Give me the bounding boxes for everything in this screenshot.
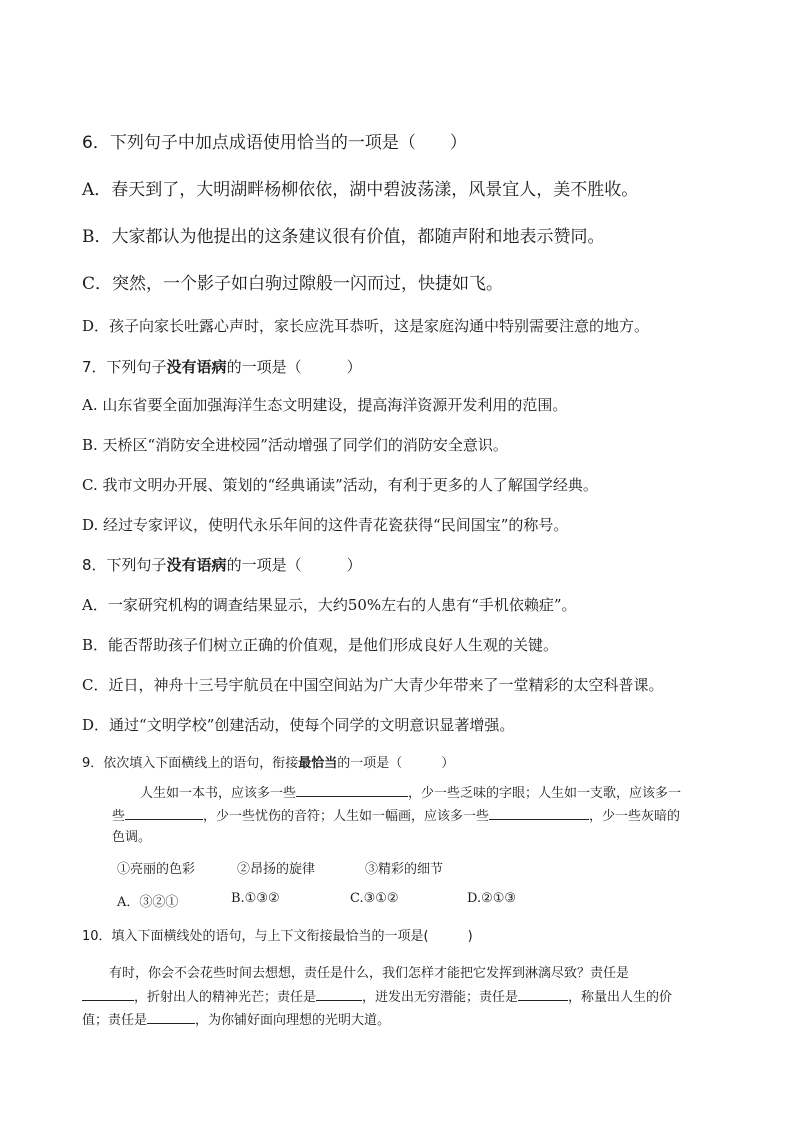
q9-option-d: D.②①③ <box>467 891 517 906</box>
q9-passage-text: ，少一些忧伤的音符；人生如一幅画，应该多一些 <box>203 809 490 824</box>
q7-option-a: A. 山东省要全面加强海洋生态文明建设，提高海洋资源开发利用的范围。 <box>82 396 568 414</box>
fill-blank <box>316 988 362 1001</box>
q9-passage-text: 人生如一本书，应该多一些 <box>140 786 297 801</box>
q10-passage-line1: 有时，你会不会花些时间去想想，责任是什么，我们怎样才能把它发挥到淋漓尽致？责任是 <box>109 966 630 981</box>
q9-stem-post: 的一项是（ ） <box>337 756 455 771</box>
q8-option-c: C．近日，神舟十三号宇航员在中国空间站为广大青少年带来了一堂精彩的太空科普课。 <box>82 676 664 694</box>
q6-option-a: A．春天到了，大明湖畔杨柳依依，湖中碧波荡漾，风景宜人，美不胜收。 <box>82 180 639 200</box>
q7-stem-post: 的一项是（ ） <box>226 358 362 376</box>
q7-option-d: D. 经过专家评议，使明代永乐年间的这件青花瓷获得“民间国宝”的称号。 <box>82 516 569 534</box>
q6-option-b: B．大家都认为他提出的这条建议很有价值，都随声附和地表示赞同。 <box>82 227 605 247</box>
fill-blank <box>489 807 589 820</box>
q10-passage-text: ，称量出人生的价 <box>568 990 673 1005</box>
q10-passage-line3 <box>82 1009 390 1028</box>
q8-stem <box>82 554 362 575</box>
q8-option-a: A．一家研究机构的调查结果显示，大约50%左右的人患有“手机依赖症”。 <box>82 596 577 614</box>
fill-blank <box>147 1011 195 1024</box>
q9-option-c: C.③①② <box>350 891 399 906</box>
q9-stem-pre: 9．依次填入下面横线上的语句，衔接 <box>82 756 299 771</box>
q9-passage-text: 些 <box>112 809 126 824</box>
q6-option-c: C．突然，一个影子如白驹过隙般一闪而过，快捷如飞。 <box>82 274 504 294</box>
q7-stem <box>82 356 362 377</box>
q6-stem: 6．下列句子中加点成语使用恰当的一项是（ ） <box>82 133 467 153</box>
q7-option-c: C. 我市文明办开展、策划的“经典诵读”活动，有利于更多的人了解国学经典。 <box>82 476 598 494</box>
q9-item: ③精彩的细节 <box>365 862 444 877</box>
fill-blank <box>125 807 203 820</box>
fill-blank <box>82 988 134 1001</box>
fill-blank <box>518 988 568 1001</box>
fill-blank <box>296 784 408 797</box>
q9-passage-line2 <box>112 805 680 824</box>
q8-stem-pre: 8．下列句子 <box>82 556 167 574</box>
q9-stem-bold: 最恰当 <box>298 756 338 771</box>
q10-passage-line2 <box>82 986 672 1005</box>
q8-option-b: B．能否帮助孩子们树立正确的价值观，是他们形成良好人生观的关键。 <box>82 636 559 654</box>
q9-item: ①亮丽的色彩 <box>117 862 196 877</box>
q10-passage-text: ，迸发出无穷潜能；责任是 <box>362 990 519 1005</box>
q9-passage-text: ，少一些灰暗的 <box>589 809 681 824</box>
q9-option-b: B.①③② <box>231 891 280 906</box>
q8-stem-post: 的一项是（ ） <box>226 556 362 574</box>
q9-passage-line1 <box>140 782 681 801</box>
q8-stem-bold: 没有语病 <box>166 556 227 574</box>
q9-item: ②昂扬的旋律 <box>237 862 316 877</box>
q7-stem-pre: 7．下列句子 <box>82 358 167 376</box>
q9-stem <box>82 752 454 771</box>
q9-passage-text: ，少一些乏味的字眼；人生如一支歌，应该多一 <box>408 786 682 801</box>
q9-option-a: A．③②① <box>117 895 179 910</box>
q6-option-d: D．孩子向家长吐露心声时，家长应洗耳恭听，这是家庭沟通中特别需要注意的地方。 <box>82 317 650 335</box>
q7-option-b: B. 天桥区“消防安全进校园”活动增强了同学们的消防安全意识。 <box>82 436 508 454</box>
q9-passage-line3: 色调。 <box>112 830 152 845</box>
q7-stem-bold: 没有语病 <box>166 358 227 376</box>
q8-option-d: D．通过“文明学校”创建活动，使每个同学的文明意识显著增强。 <box>82 716 515 734</box>
q10-passage-text: 值；责任是 <box>82 1013 148 1028</box>
q10-passage-text: ，为你铺好面向理想的光明大道。 <box>195 1013 391 1028</box>
q10-stem: 10．填入下面横线处的语句，与上下文衔接最恰当的一项是( ) <box>82 929 473 944</box>
q10-passage-text: ，折射出人的精神光芒；责任是 <box>134 990 317 1005</box>
